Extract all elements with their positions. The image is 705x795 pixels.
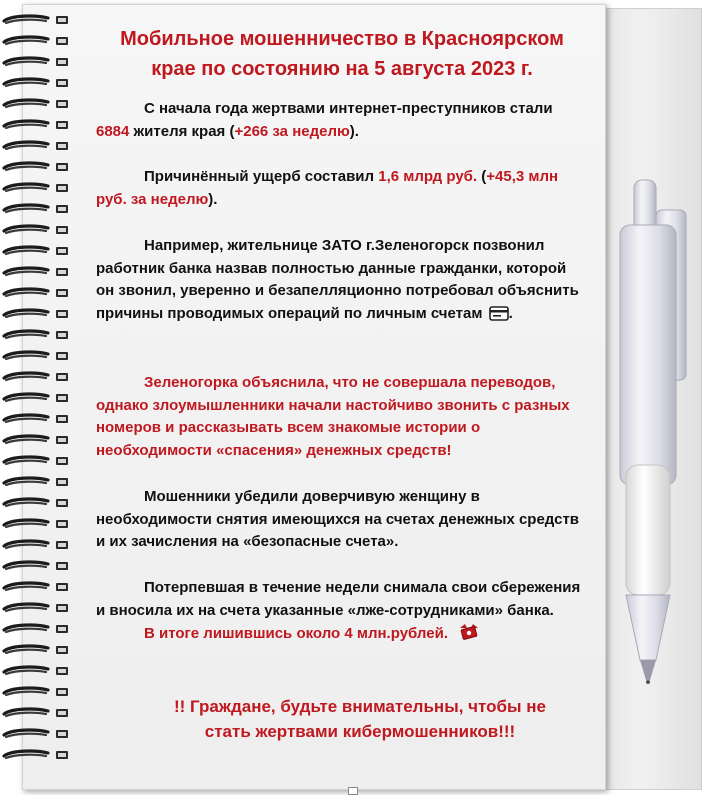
damage-text-b: (: [477, 168, 487, 185]
persuasion-paragraph: [96, 486, 582, 554]
warning-line-2: стать жертвами кибермошенников!!!: [204, 722, 516, 741]
explanation-paragraph: [96, 372, 582, 463]
example-text-end: .: [508, 305, 513, 323]
warning-message: [140, 694, 580, 744]
victims-text-b: жителя края (: [129, 122, 235, 140]
persuasion-text: Мошенники убедили доверчивую женщину в необходимости снятия имеющихся на счетах денежных средств и их зачисления на «безопасные счета».: [96, 488, 580, 551]
title-line-2: крае по состоянию на 5 августа 2023 г.: [151, 58, 533, 80]
damage-text-a: Причинённый ущерб составил: [144, 168, 379, 185]
loss-paragraph: [96, 577, 582, 646]
money-wings-icon: [458, 622, 480, 642]
loss-text: Потерпевшая в течение недели снимала свои сбережения и вносила их на счета указанные «лже-сотрудниками» банка.: [96, 579, 581, 619]
explanation-text: Зеленогорка объяснила, что не совершала переводов, однако злоумышленники начали настойчиво звонить с разных номеров и рассказывать всем знакомые истории о необходимости «спасения» денежных средств!: [96, 374, 570, 460]
warning-line-1: !! Граждане, будьте внимательны, чтобы не: [174, 697, 546, 716]
damage-text-c: ).: [208, 190, 218, 208]
example-text: Например, жительнице ЗАТО г.Зеленогорск позвонил работник банка назвав полностью данные гражданки, которой он звонил, уверенно и безапелляционно потребовал объяснить причины проводимых операций по личным счетам: [96, 237, 579, 323]
victims-count: 6884: [96, 122, 130, 140]
title-line-1: Мобильное мошенничество в Красноярском: [120, 28, 564, 50]
victims-text-a: С начала года жертвами интернет-преступников стали: [144, 100, 553, 117]
loss-result-line: [96, 622, 582, 646]
loss-result: В итоге лишившись около 4 млн.рублей.: [144, 625, 448, 643]
example-paragraph: [96, 235, 582, 326]
page-title: [92, 24, 592, 84]
victims-text-c: ).: [349, 122, 359, 140]
victims-week: +266 за неделю: [234, 122, 350, 140]
credit-card-icon: [489, 306, 509, 321]
damage-amount: 1,6 млрд руб.: [378, 168, 478, 185]
damage-week: +45,3 млн руб. за неделю: [96, 168, 559, 208]
damage-paragraph: [96, 166, 582, 211]
victims-paragraph: [96, 98, 582, 143]
